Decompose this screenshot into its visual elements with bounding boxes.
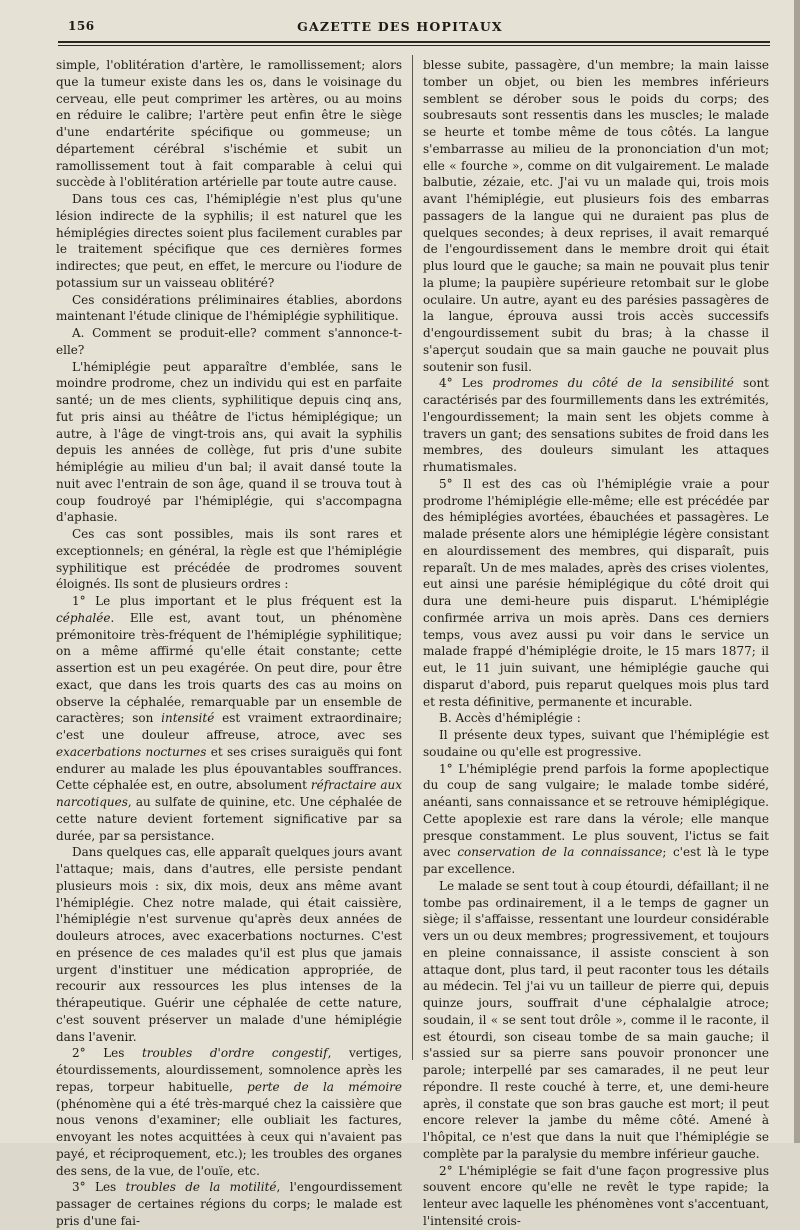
paragraph	[56, 1045, 402, 1179]
text-run: Il présente deux types, suivant que l'hémiplégie est soudaine ou qu'elle est progressive.	[423, 728, 769, 759]
text-run: 5° Il est des cas où l'hémiplégie vraie a pour prodrome l'hémiplégie elle-même; elle est précédée par des hémiplégies avortées, ébauchées et passagères. Le malade présente alors une hémiplégie légère consistant en alourdissement des membres, qui disparaît, puis reparaît. Un de mes malades, après des crises violentes, eut ainsi une parésie hémiplégique du côté droit qui dura une demi-heure puis disparut. L'hémiplégie confirmée arriva un mois après. Dans ces derniers temps, vous avez aussi pu voir dans le service un malade frappé d'hémiplégie droite, le 15 mars 1877; il eut, le 11 juin suivant, une hémiplégie gauche qui disparut d'abord, puis reparut quelques mois plus tard et resta définitive, permanente et incurable.	[423, 476, 769, 709]
text-run: , vertiges, étourdissements, alourdissement, somnolence après les repas, torpeur habituelle,	[56, 1046, 402, 1094]
text-run: , au sulfate de quinine, etc. Une céphalée de cette nature devient fortement significative par sa durée, par sa persistance.	[56, 795, 402, 843]
text-run: (phénomène qui a été très-marqué chez la caissière que nous venons d'examiner; elle oubliait les factures, envoyant les notes acquittées à ceux qui n'avaient pas payé, et réciproquement, etc.); les troubles des organes des sens, de la vue, de l'ouïe, etc.	[56, 1096, 402, 1178]
italic-text: troubles de la motilité	[125, 1180, 277, 1195]
text-run: 2° L'hémiplégie se fait d'une façon progressive plus souvent encore qu'elle ne revêt le type rapide; la lenteur avec laquelle les phénomènes vont s'accentuant, l'intensité crois-	[423, 1163, 769, 1228]
paragraph	[56, 844, 402, 1045]
paragraph	[56, 57, 402, 191]
text-run: L'hémiplégie peut apparaître d'emblée, sans le moindre prodrome, chez un individu qui est en parfaite santé; un de mes clients, syphilitique depuis cinq ans, fut pris ainsi au théâtre de l'ictus hémiplégique; un autre, à l'âge de vingt-trois ans, qui avait la syphilis depuis les années de collège, fut pris d'une subite hémiplégie au milieu d'un bal; il avait dansé toute la nuit avec l'entrain de son âge, quand il se trouva tout à coup foudroyé par l'hémiplégie, qui s'accompagna d'aphasie.	[56, 359, 402, 525]
right-column	[423, 57, 769, 1228]
italic-text: réfractaire aux narcotiques	[56, 778, 402, 809]
text-run: Le malade se sent tout à coup étourdi, défaillant; il ne tombe pas ordinairement, il a le temps de gagner un siège; il s'affaisse, ressentant une lourdeur considérable vers un ou deux membres; progressivement, et toujours en pleine connaissance, il assiste conscient à son attaque dont, plus tard, il peut raconter tous les détails au médecin. Tel j'ai vu un tailleur de pierre qui, depuis quinze jours, souffrait d'une céphalalgie atroce; soudain, il « se sent tout drôle », comme il le raconte, il est étourdi, son ciseau tombe de sa main gauche; il s'assied sur sa pierre sans pouvoir prononcer une parole; interpellé par ses camarades, il ne peut leur répondre. Il reste couché à terre, et, une demi-heure après, il constate que son bras gauche est mort; il peut encore relever la jambe du même côté. Amené à l'hôpital, ce n'est que dans la nuit que l'hémiplégie se complète par la paralysie du membre inférieur gauche.	[423, 878, 769, 1161]
text-run: , l'engourdissement passager de certaines régions du corps; le malade est pris d'une fai-	[56, 1180, 402, 1228]
left-column	[56, 57, 402, 1228]
header-rule	[58, 41, 770, 43]
running-title: GAZETTE DES HOPITAUX	[297, 19, 503, 34]
paragraph	[423, 476, 769, 711]
text-run: A. Comment se produit-elle? comment s'annonce-t-elle?	[56, 326, 402, 357]
italic-text: céphalée	[56, 610, 111, 625]
paragraph	[423, 1163, 769, 1230]
paragraph	[423, 727, 769, 761]
text-run: ; c'est là le type par excellence.	[423, 845, 769, 876]
paragraph	[423, 710, 769, 727]
paragraph	[423, 761, 769, 878]
header-rule-thin	[58, 45, 770, 46]
italic-text: troubles d'ordre congestif	[141, 1046, 328, 1061]
text-run: Dans tous ces cas, l'hémiplégie n'est plus qu'une lésion indirecte de la syphilis; il est naturel que les hémiplégies directes soient plus facilement curables par le traitement spécifique que ces dernières formes indirectes; que peut, en effet, le mercure ou l'iodure de potassium sur un vaisseau oblitéré?	[56, 192, 402, 290]
paragraph	[56, 292, 402, 326]
paragraph	[423, 375, 769, 476]
text-run: Ces considérations préliminaires établies, abordons maintenant l'étude clinique de l'hémiplégie syphilitique.	[56, 292, 402, 324]
text-run: 4° Les	[439, 376, 493, 391]
text-run: Ces cas sont possibles, mais ils sont rares et exceptionnels; en général, la règle est que l'hémiplégie syphilitique est précédée de prodromes souvent éloignés. Ils sont de plusieurs ordres :	[56, 527, 402, 592]
paragraph	[56, 359, 402, 527]
paragraph	[56, 1179, 402, 1229]
paragraph	[56, 325, 402, 359]
italic-text: conservation de la connaissance	[457, 845, 663, 860]
text-run: 3° Les	[72, 1180, 126, 1195]
text-run: blesse subite, passagère, d'un membre; la main laisse tomber un objet, ou bien les membres inférieurs semblent se dérober sous le poids du corps; des soubresauts sont ressentis dans les muscles; le malade se heurte et tombe même de tous côtés. La langue s'embarrasse au milieu de la prononciation d'un mot; elle « fourche », comme on dit vulgairement. Le malade balbutie, zézaie, etc. J'ai vu un malade qui, trois mois avant l'hémiplégie, eut plusieurs fois des embarras passagers de la langue qui ne duraient pas plus de quelques secondes; à deux reprises, il avait remarqué de l'engourdissement dans le membre droit qui était plus lourd que le gauche; sa main ne pouvait plus tenir la plume; la paupière supérieure retombait sur le globe oculaire. Un autre, ayant eu des parésies passagères de la langue, éprouva aussi trois accès successifs d'engourdissement subit du bras; à la chasse il s'aperçut soudain que sa main gauche ne pouvait plus soutenir son fusil.	[423, 58, 769, 374]
text-run: est vraiment extraordinaire; c'est une douleur affreuse, atroce, avec ses	[56, 711, 402, 742]
italic-text: prodromes du côté de la sensibilité	[492, 376, 734, 391]
page-edge	[794, 0, 800, 1143]
page-number: 156	[68, 19, 95, 33]
paragraph	[56, 191, 402, 292]
text-run: . Elle est, avant tout, un phénomène prémonitoire très-fréquent de l'hémiplégie syphilitique; on a même affirmé qu'elle était constante; cette assertion est un peu exagérée. On peut dire, pour être exact, que dans les trois quarts des cas au moins on observe la céphalée, remarquable par un ensemble de caractères; son	[56, 610, 402, 726]
text-run: 1° L'hémiplégie prend parfois la forme apoplectique du coup de sang vulgaire; le malade tombe sidéré, anéanti, sans connaissance et se retrouve hémiplégique. Cette apoplexie est rare dans la vérole; elle manque presque constamment. Le plus souvent, l'ictus se fait avec	[423, 761, 769, 860]
italic-text: exacerbations nocturnes	[56, 744, 207, 759]
text-run: et ses crises suraiguës qui font endurer au malade les plus épouvantables souffrances. Cette céphalée est, en outre, absolument	[56, 744, 402, 793]
paragraph	[423, 878, 769, 1163]
text-run: sont caractérisés par des fourmillements dans les extrémités, l'engourdissement; la main sent les objets comme à travers un gant; des sensations subites de froid dans les membres, des douleurs simulant les attaques rhumatismales.	[423, 376, 769, 474]
paragraph	[56, 526, 402, 593]
column-divider	[412, 55, 413, 1060]
paragraph	[56, 593, 402, 844]
text-run: 2° Les	[72, 1046, 142, 1061]
text-run: 1° Le plus important et le plus fréquent est la	[72, 594, 402, 608]
paragraph	[423, 57, 769, 375]
text-run: Dans quelques cas, elle apparaît quelques jours avant l'attaque; mais, dans d'autres, elle persiste pendant plusieurs mois : six, dix mois, deux ans même avant l'hémiplégie. Chez notre malade, qui était caissière, l'hémiplégie n'est survenue qu'après deux années de douleurs atroces, avec exacerbations nocturnes. C'est en présence de ces malades qu'il est plus que jamais urgent d'instituer une médication appropriée, de recourir aux ressources les plus intenses de la thérapeutique. Guérir une céphalée de cette nature, c'est souvent préserver un malade d'une hémiplégie dans l'avenir.	[56, 845, 402, 1044]
text-run: simple, l'oblitération d'artère, le ramollissement; alors que la tumeur existe dans les os, dans le voisinage du cerveau, elle peut comprimer les artères, ou au moins en réduire le calibre; l'artère peut enfin être le siège d'une endartérite spécifique ou gommeuse; un département cérébral s'ischémie et subit un ramollissement tout à fait comparable à celui qui succède à l'oblitération artérielle par toute autre cause.	[56, 58, 402, 190]
italic-text: perte de la mémoire	[247, 1079, 402, 1094]
italic-text: intensité	[161, 711, 215, 726]
text-run: B. Accès d'hémiplégie :	[439, 711, 581, 726]
